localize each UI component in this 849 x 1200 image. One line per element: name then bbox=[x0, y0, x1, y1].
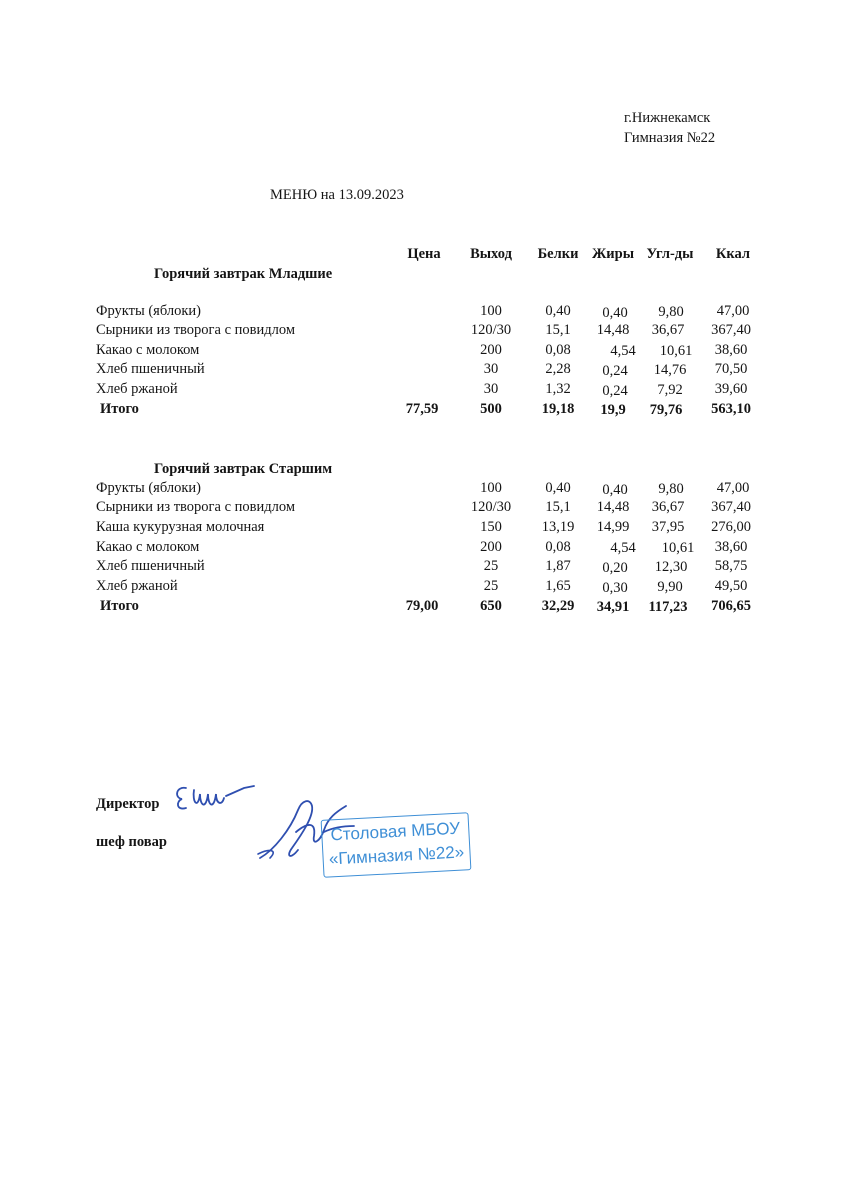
dish-fat: 4,54 bbox=[610, 540, 636, 556]
dish-fat: 0,20 bbox=[602, 560, 628, 576]
total-output: 500 bbox=[480, 401, 502, 417]
dish-kcal: 70,50 bbox=[714, 361, 748, 377]
dish-kcal: 276,00 bbox=[711, 519, 751, 535]
section-title-junior: Горячий завтрак Младшие bbox=[154, 266, 333, 282]
dish-name: Хлеб ржаной bbox=[96, 381, 178, 397]
city-label: г.Нижнекамск bbox=[624, 110, 711, 126]
col-carbs-header: Угл-ды bbox=[646, 246, 694, 262]
dish-output: 120/30 bbox=[470, 322, 512, 338]
total-fat: 19,9 bbox=[600, 402, 626, 418]
dish-protein: 0,08 bbox=[545, 539, 571, 555]
col-fat-header: Жиры bbox=[591, 246, 635, 262]
total-carbs: 79,76 bbox=[649, 402, 683, 418]
col-kcal-header: Ккал bbox=[715, 246, 751, 262]
dish-output: 25 bbox=[483, 578, 499, 594]
dish-kcal: 47,00 bbox=[716, 480, 750, 496]
dish-kcal: 49,50 bbox=[714, 578, 748, 594]
dish-name: Хлеб пшеничный bbox=[96, 558, 205, 574]
total-price: 77,59 bbox=[405, 401, 439, 417]
dish-protein: 15,1 bbox=[545, 322, 571, 338]
dish-fat: 14,99 bbox=[596, 519, 630, 535]
dish-kcal: 367,40 bbox=[711, 499, 751, 515]
dish-protein: 0,08 bbox=[545, 342, 571, 358]
col-output-header: Выход bbox=[470, 246, 512, 262]
dish-output: 120/30 bbox=[470, 499, 512, 515]
dish-carbs: 7,92 bbox=[657, 382, 683, 398]
dish-fat: 14,48 bbox=[596, 322, 630, 338]
dish-protein: 2,28 bbox=[545, 361, 571, 377]
total-kcal: 563,10 bbox=[711, 401, 751, 417]
dish-name: Какао с молоком bbox=[96, 342, 200, 358]
section-title-senior: Горячий завтрак Старшим bbox=[154, 461, 333, 477]
dish-fat: 0,30 bbox=[602, 580, 628, 596]
dish-kcal: 367,40 bbox=[711, 322, 751, 338]
director-label: Директор bbox=[96, 796, 160, 812]
dish-carbs: 9,80 bbox=[658, 481, 684, 497]
dish-fat: 4,54 bbox=[610, 343, 636, 359]
total-price: 79,00 bbox=[405, 598, 439, 614]
dish-name: Сырники из творога с повидлом bbox=[96, 499, 296, 515]
chef-label: шеф повар bbox=[96, 834, 167, 850]
canteen-stamp bbox=[321, 812, 472, 878]
dish-kcal: 39,60 bbox=[714, 381, 748, 397]
dish-output: 200 bbox=[480, 342, 502, 358]
menu-title: МЕНЮ на 13.09.2023 bbox=[270, 187, 404, 203]
dish-fat: 0,40 bbox=[602, 482, 628, 498]
total-protein: 19,18 bbox=[541, 401, 575, 417]
dish-output: 30 bbox=[483, 361, 499, 377]
dish-name: Фрукты (яблоки) bbox=[96, 480, 201, 496]
dish-kcal: 38,60 bbox=[714, 342, 748, 358]
dish-fat: 0,24 bbox=[602, 363, 628, 379]
dish-fat: 0,24 bbox=[602, 383, 628, 399]
school-label: Гимназия №22 bbox=[624, 130, 716, 146]
total-carbs: 117,23 bbox=[648, 599, 688, 615]
dish-protein: 1,87 bbox=[545, 558, 571, 574]
dish-output: 200 bbox=[480, 539, 502, 555]
dish-carbs: 10,61 bbox=[661, 540, 695, 556]
dish-carbs: 9,90 bbox=[657, 579, 683, 595]
dish-carbs: 36,67 bbox=[651, 499, 685, 515]
director-signature-icon bbox=[172, 780, 262, 814]
total-kcal: 706,65 bbox=[711, 598, 751, 614]
dish-name: Хлеб ржаной bbox=[96, 578, 178, 594]
col-protein-header: Белки bbox=[537, 246, 579, 262]
dish-name: Хлеб пшеничный bbox=[96, 361, 205, 377]
total-label: Итого bbox=[100, 401, 139, 417]
dish-kcal: 38,60 bbox=[714, 539, 748, 555]
col-price-header: Цена bbox=[407, 246, 441, 262]
total-label: Итого bbox=[100, 598, 139, 614]
total-fat: 34,91 bbox=[596, 599, 630, 615]
dish-output: 25 bbox=[483, 558, 499, 574]
stamp-line-1: Столовая МБОУ bbox=[330, 818, 461, 845]
dish-output: 30 bbox=[483, 381, 499, 397]
dish-kcal: 58,75 bbox=[714, 558, 748, 574]
dish-protein: 0,40 bbox=[545, 480, 571, 496]
total-protein: 32,29 bbox=[541, 598, 575, 614]
total-output: 650 bbox=[480, 598, 502, 614]
dish-fat: 0,40 bbox=[602, 305, 628, 321]
dish-carbs: 10,61 bbox=[659, 343, 693, 359]
dish-name: Фрукты (яблоки) bbox=[96, 303, 201, 319]
dish-fat: 14,48 bbox=[596, 499, 630, 515]
dish-protein: 1,32 bbox=[545, 381, 571, 397]
dish-output: 150 bbox=[480, 519, 502, 535]
stamp-line-2: «Гимназия №22» bbox=[328, 842, 465, 869]
dish-carbs: 12,30 bbox=[654, 559, 688, 575]
dish-carbs: 37,95 bbox=[651, 519, 685, 535]
dish-protein: 0,40 bbox=[545, 303, 571, 319]
dish-carbs: 14,76 bbox=[653, 362, 687, 378]
dish-protein: 1,65 bbox=[545, 578, 571, 594]
dish-name: Какао с молоком bbox=[96, 539, 200, 555]
dish-output: 100 bbox=[480, 303, 502, 319]
dish-protein: 15,1 bbox=[545, 499, 571, 515]
dish-carbs: 36,67 bbox=[651, 322, 685, 338]
dish-name: Каша кукурузная молочная bbox=[96, 519, 265, 535]
dish-protein: 13,19 bbox=[541, 519, 575, 535]
dish-kcal: 47,00 bbox=[716, 303, 750, 319]
dish-carbs: 9,80 bbox=[658, 304, 684, 320]
dish-name: Сырники из творога с повидлом bbox=[96, 322, 296, 338]
dish-output: 100 bbox=[480, 480, 502, 496]
